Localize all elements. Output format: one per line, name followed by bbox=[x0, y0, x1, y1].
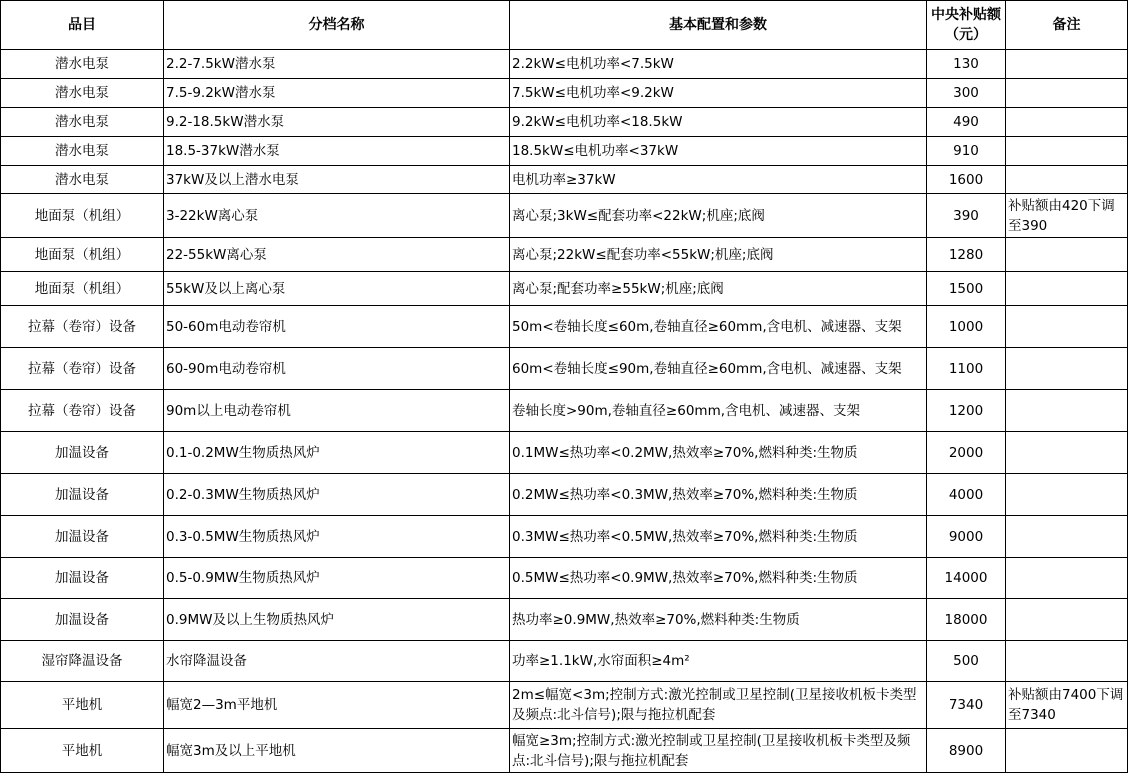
cell-item: 潜水电泵 bbox=[1, 137, 164, 166]
cell-tier-name: 3-22kW离心泵 bbox=[164, 194, 510, 238]
cell-item: 加温设备 bbox=[1, 432, 164, 474]
cell-config: 离心泵;22kW≤配套功率<55kW;机座;底阀 bbox=[510, 238, 927, 272]
cell-subsidy: 2000 bbox=[927, 432, 1006, 474]
cell-config: 幅宽≥3m;控制方式:激光控制或卫星控制(卫星接收机板卡类型及频点:北斗信号);限与拖拉机配套 bbox=[510, 729, 927, 773]
cell-config: 60m<卷轴长度≤90m,卷轴直径≥60mm,含电机、减速器、支架 bbox=[510, 348, 927, 390]
header-config: 基本配置和参数 bbox=[510, 1, 927, 50]
header-row bbox=[1, 1, 1128, 50]
table-row bbox=[1, 306, 1128, 348]
cell-tier-name: 2.2-7.5kW潜水泵 bbox=[164, 50, 510, 79]
table-row bbox=[1, 348, 1128, 390]
cell-config: 热功率≥0.9MW,热效率≥70%,燃料种类:生物质 bbox=[510, 599, 927, 641]
table-row bbox=[1, 516, 1128, 558]
cell-remark: 补贴额由420下调至390 bbox=[1006, 194, 1128, 238]
cell-tier-name: 0.9MW及以上生物质热风炉 bbox=[164, 599, 510, 641]
cell-tier-name: 55kW及以上离心泵 bbox=[164, 272, 510, 306]
cell-remark bbox=[1006, 306, 1128, 348]
cell-item: 潜水电泵 bbox=[1, 50, 164, 79]
cell-subsidy: 8900 bbox=[927, 729, 1006, 773]
cell-item: 地面泵（机组） bbox=[1, 272, 164, 306]
cell-subsidy: 490 bbox=[927, 108, 1006, 137]
cell-subsidy: 4000 bbox=[927, 474, 1006, 516]
cell-remark bbox=[1006, 50, 1128, 79]
cell-remark: 补贴额由7400下调至7340 bbox=[1006, 682, 1128, 729]
table-row bbox=[1, 137, 1128, 166]
cell-config: 功率≥1.1kW,水帘面积≥4m² bbox=[510, 641, 927, 682]
cell-tier-name: 60-90m电动卷帘机 bbox=[164, 348, 510, 390]
cell-remark bbox=[1006, 432, 1128, 474]
cell-remark bbox=[1006, 108, 1128, 137]
cell-item: 拉幕（卷帘）设备 bbox=[1, 348, 164, 390]
table-row bbox=[1, 474, 1128, 516]
cell-item: 潜水电泵 bbox=[1, 166, 164, 194]
cell-item: 加温设备 bbox=[1, 558, 164, 599]
cell-config: 50m<卷轴长度≤60m,卷轴直径≥60mm,含电机、减速器、支架 bbox=[510, 306, 927, 348]
cell-tier-name: 0.2-0.3MW生物质热风炉 bbox=[164, 474, 510, 516]
cell-config: 7.5kW≤电机功率<9.2kW bbox=[510, 79, 927, 108]
cell-subsidy: 14000 bbox=[927, 558, 1006, 599]
table-row bbox=[1, 50, 1128, 79]
table-row bbox=[1, 166, 1128, 194]
table-row bbox=[1, 682, 1128, 729]
cell-tier-name: 18.5-37kW潜水泵 bbox=[164, 137, 510, 166]
cell-tier-name: 37kW及以上潜水电泵 bbox=[164, 166, 510, 194]
table-row bbox=[1, 729, 1128, 773]
cell-subsidy: 1100 bbox=[927, 348, 1006, 390]
cell-subsidy: 1280 bbox=[927, 238, 1006, 272]
cell-subsidy: 1200 bbox=[927, 390, 1006, 432]
cell-tier-name: 22-55kW离心泵 bbox=[164, 238, 510, 272]
cell-remark bbox=[1006, 516, 1128, 558]
header-remark: 备注 bbox=[1006, 1, 1128, 50]
cell-tier-name: 9.2-18.5kW潜水泵 bbox=[164, 108, 510, 137]
cell-item: 加温设备 bbox=[1, 474, 164, 516]
cell-tier-name: 0.5-0.9MW生物质热风炉 bbox=[164, 558, 510, 599]
cell-subsidy: 9000 bbox=[927, 516, 1006, 558]
table-row bbox=[1, 238, 1128, 272]
cell-subsidy: 1600 bbox=[927, 166, 1006, 194]
cell-item: 平地机 bbox=[1, 682, 164, 729]
cell-item: 加温设备 bbox=[1, 516, 164, 558]
cell-item: 湿帘降温设备 bbox=[1, 641, 164, 682]
cell-remark bbox=[1006, 238, 1128, 272]
cell-remark bbox=[1006, 79, 1128, 108]
cell-tier-name: 0.1-0.2MW生物质热风炉 bbox=[164, 432, 510, 474]
table-row bbox=[1, 108, 1128, 137]
cell-subsidy: 500 bbox=[927, 641, 1006, 682]
cell-item: 地面泵（机组） bbox=[1, 194, 164, 238]
table-row bbox=[1, 390, 1128, 432]
cell-tier-name: 水帘降温设备 bbox=[164, 641, 510, 682]
cell-config: 2.2kW≤电机功率<7.5kW bbox=[510, 50, 927, 79]
cell-tier-name: 幅宽3m及以上平地机 bbox=[164, 729, 510, 773]
cell-config: 卷轴长度>90m,卷轴直径≥60mm,含电机、减速器、支架 bbox=[510, 390, 927, 432]
table-row bbox=[1, 194, 1128, 238]
cell-config: 电机功率≥37kW bbox=[510, 166, 927, 194]
cell-item: 加温设备 bbox=[1, 599, 164, 641]
header-subsidy: 中央补贴额（元） bbox=[927, 1, 1006, 50]
cell-subsidy: 1000 bbox=[927, 306, 1006, 348]
cell-config: 9.2kW≤电机功率<18.5kW bbox=[510, 108, 927, 137]
cell-remark bbox=[1006, 729, 1128, 773]
table-row bbox=[1, 641, 1128, 682]
cell-remark bbox=[1006, 348, 1128, 390]
cell-tier-name: 50-60m电动卷帘机 bbox=[164, 306, 510, 348]
cell-remark bbox=[1006, 558, 1128, 599]
table-row bbox=[1, 432, 1128, 474]
table-row bbox=[1, 599, 1128, 641]
cell-subsidy: 130 bbox=[927, 50, 1006, 79]
header-tier-name: 分档名称 bbox=[164, 1, 510, 50]
cell-config: 2m≤幅宽<3m;控制方式:激光控制或卫星控制(卫星接收机板卡类型及频点:北斗信号);限与拖拉机配套 bbox=[510, 682, 927, 729]
cell-config: 0.5MW≤热功率<0.9MW,热效率≥70%,燃料种类:生物质 bbox=[510, 558, 927, 599]
cell-remark bbox=[1006, 474, 1128, 516]
cell-config: 离心泵;3kW≤配套功率<22kW;机座;底阀 bbox=[510, 194, 927, 238]
cell-remark bbox=[1006, 390, 1128, 432]
table-row bbox=[1, 272, 1128, 306]
cell-tier-name: 90m以上电动卷帘机 bbox=[164, 390, 510, 432]
cell-config: 0.1MW≤热功率<0.2MW,热效率≥70%,燃料种类:生物质 bbox=[510, 432, 927, 474]
cell-subsidy: 910 bbox=[927, 137, 1006, 166]
cell-subsidy: 300 bbox=[927, 79, 1006, 108]
header-item: 品目 bbox=[1, 1, 164, 50]
cell-subsidy: 7340 bbox=[927, 682, 1006, 729]
cell-remark bbox=[1006, 272, 1128, 306]
cell-remark bbox=[1006, 166, 1128, 194]
cell-config: 0.2MW≤热功率<0.3MW,热效率≥70%,燃料种类:生物质 bbox=[510, 474, 927, 516]
cell-remark bbox=[1006, 599, 1128, 641]
table-row bbox=[1, 79, 1128, 108]
cell-item: 平地机 bbox=[1, 729, 164, 773]
cell-tier-name: 幅宽2—3m平地机 bbox=[164, 682, 510, 729]
cell-subsidy: 390 bbox=[927, 194, 1006, 238]
cell-item: 潜水电泵 bbox=[1, 79, 164, 108]
cell-item: 拉幕（卷帘）设备 bbox=[1, 390, 164, 432]
cell-tier-name: 7.5-9.2kW潜水泵 bbox=[164, 79, 510, 108]
cell-tier-name: 0.3-0.5MW生物质热风炉 bbox=[164, 516, 510, 558]
cell-config: 离心泵;配套功率≥55kW;机座;底阀 bbox=[510, 272, 927, 306]
cell-item: 潜水电泵 bbox=[1, 108, 164, 137]
table-row bbox=[1, 558, 1128, 599]
cell-subsidy: 1500 bbox=[927, 272, 1006, 306]
cell-subsidy: 18000 bbox=[927, 599, 1006, 641]
cell-item: 拉幕（卷帘）设备 bbox=[1, 306, 164, 348]
cell-config: 18.5kW≤电机功率<37kW bbox=[510, 137, 927, 166]
cell-item: 地面泵（机组） bbox=[1, 238, 164, 272]
cell-remark bbox=[1006, 137, 1128, 166]
cell-config: 0.3MW≤热功率<0.5MW,热效率≥70%,燃料种类:生物质 bbox=[510, 516, 927, 558]
cell-remark bbox=[1006, 641, 1128, 682]
